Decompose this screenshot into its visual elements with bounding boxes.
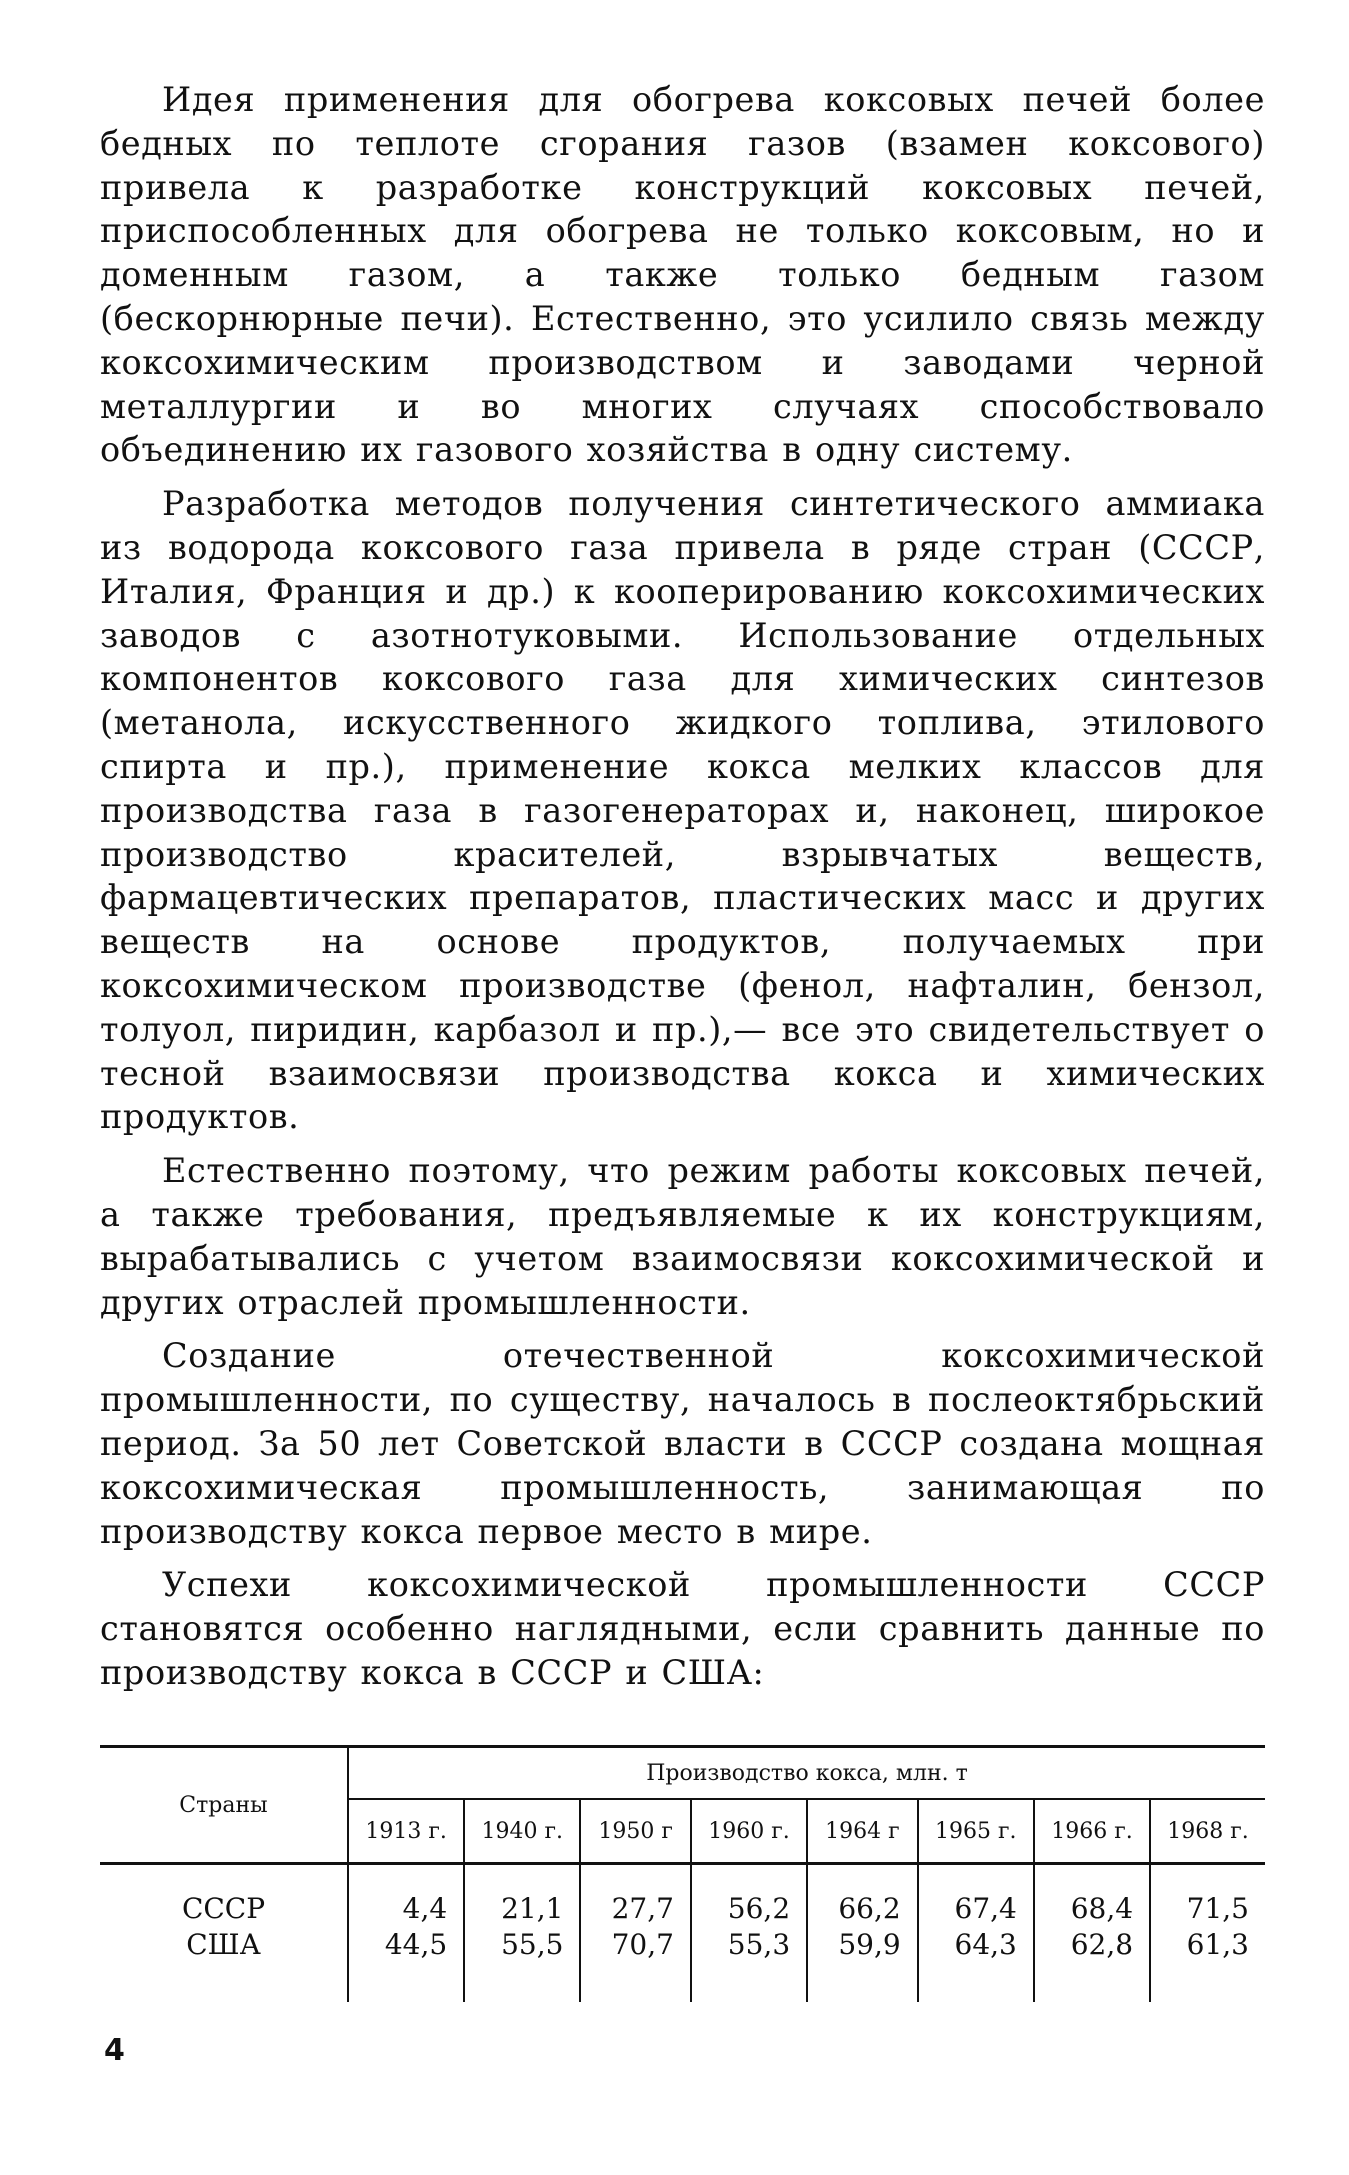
value-cell <box>1034 1864 1150 2003</box>
value: 21,1 <box>501 1892 564 1925</box>
paragraph-1: Идея применения для обогрева коксовых печей более бедных по теплоте сгорания газов (взамен коксового) привела к разработке конструкций коксовых печей, приспособленных для обогрева не только коксовым, но и доменным газом, а также только бедным газом (бескорнюрные печи). Естественно, это усилило связь между коксохимическим производством и заводами черной металлургии и во многих случаях способствовало объединению их газового хозяйства в одну систему. <box>100 80 1265 470</box>
value-cell <box>691 1864 807 2003</box>
year-header: 1940 г. <box>464 1799 580 1864</box>
value-cell <box>464 1864 580 2003</box>
value: 59,9 <box>838 1928 901 1961</box>
value-cell <box>580 1864 691 2003</box>
value: 67,4 <box>954 1892 1017 1925</box>
value-cell <box>918 1864 1034 2003</box>
year-header: 1966 г. <box>1034 1799 1150 1864</box>
value: 71,5 <box>1186 1892 1249 1925</box>
value: 68,4 <box>1070 1892 1134 1925</box>
value: 66,2 <box>838 1892 901 1925</box>
value-cell <box>807 1864 918 2003</box>
year-header: 1950 г <box>580 1799 691 1864</box>
country-name: СССР <box>181 1892 266 1925</box>
value: 27,7 <box>611 1892 674 1925</box>
year-header: 1913 г. <box>348 1799 464 1864</box>
year-header: 1964 г <box>807 1799 918 1864</box>
paragraph-4: Создание отечественной коксохимической промышленности, по существу, началось в послеоктябрьский период. За 50 лет Советской власти в СССР создана мощная коксохимическая промышленность, занимающая по производству кокса первое место в мире. <box>100 1336 1265 1551</box>
year-header: 1968 г. <box>1150 1799 1265 1864</box>
value-cell <box>348 1864 464 2003</box>
paragraph-5: Успехи коксохимической промышленности СССР становятся особенно наглядными, если сравнить данные по производству кокса в СССР и США: <box>100 1565 1265 1692</box>
page-number: 4 <box>104 2033 125 2068</box>
value: 62,8 <box>1070 1928 1134 1961</box>
year-header: 1965 г. <box>918 1799 1034 1864</box>
value: 70,7 <box>611 1928 674 1961</box>
value: 55,3 <box>727 1928 791 1961</box>
country-name: США <box>186 1928 261 1961</box>
value: 4,4 <box>402 1892 448 1925</box>
value: 44,5 <box>384 1928 448 1961</box>
table-row <box>100 1864 1265 2003</box>
country-names-cell <box>100 1864 348 2003</box>
data-table <box>100 1745 1265 2002</box>
value: 61,3 <box>1186 1928 1249 1961</box>
value: 55,5 <box>501 1928 564 1961</box>
coke-production-table <box>100 1745 1265 2002</box>
value: 56,2 <box>727 1892 791 1925</box>
paragraph-2: Разработка методов получения синтетического аммиака из водорода коксового газа привела в ряде стран (СССР, Италия, Франция и др.) к кооперированию коксохимических заводов с азотнотуковыми. Использование отдельных компонентов коксового газа для химических синтезов (метанола, искусственного жидкого топлива, этилового спирта и пр.), применение кокса мелких классов для производства газа в газогенераторах и, наконец, широкое производство красителей, взрывчатых веществ, фармацевтических препаратов, пластических масс и других веществ на основе продуктов, получаемых при коксохимическом производстве (фенол, нафталин, бензол, толуол, пиридин, карбазол и пр.),— все это свидетельствует о тесной взаимосвязи производства кокса и химических продуктов. <box>100 484 1265 1137</box>
body-text <box>100 78 1265 1705</box>
paragraph-3: Естественно поэтому, что режим работы коксовых печей, а также требования, предъявляемые к их конструкциям, вырабатывались с учетом взаимосвязи коксохимической и других отраслей промышленности. <box>100 1151 1265 1322</box>
production-group-header: Производство кокса, млн. т <box>348 1747 1265 1800</box>
country-column-header: Страны <box>100 1747 348 1864</box>
value: 64,3 <box>954 1928 1017 1961</box>
value-cell <box>1150 1864 1265 2003</box>
year-header: 1960 г. <box>691 1799 807 1864</box>
